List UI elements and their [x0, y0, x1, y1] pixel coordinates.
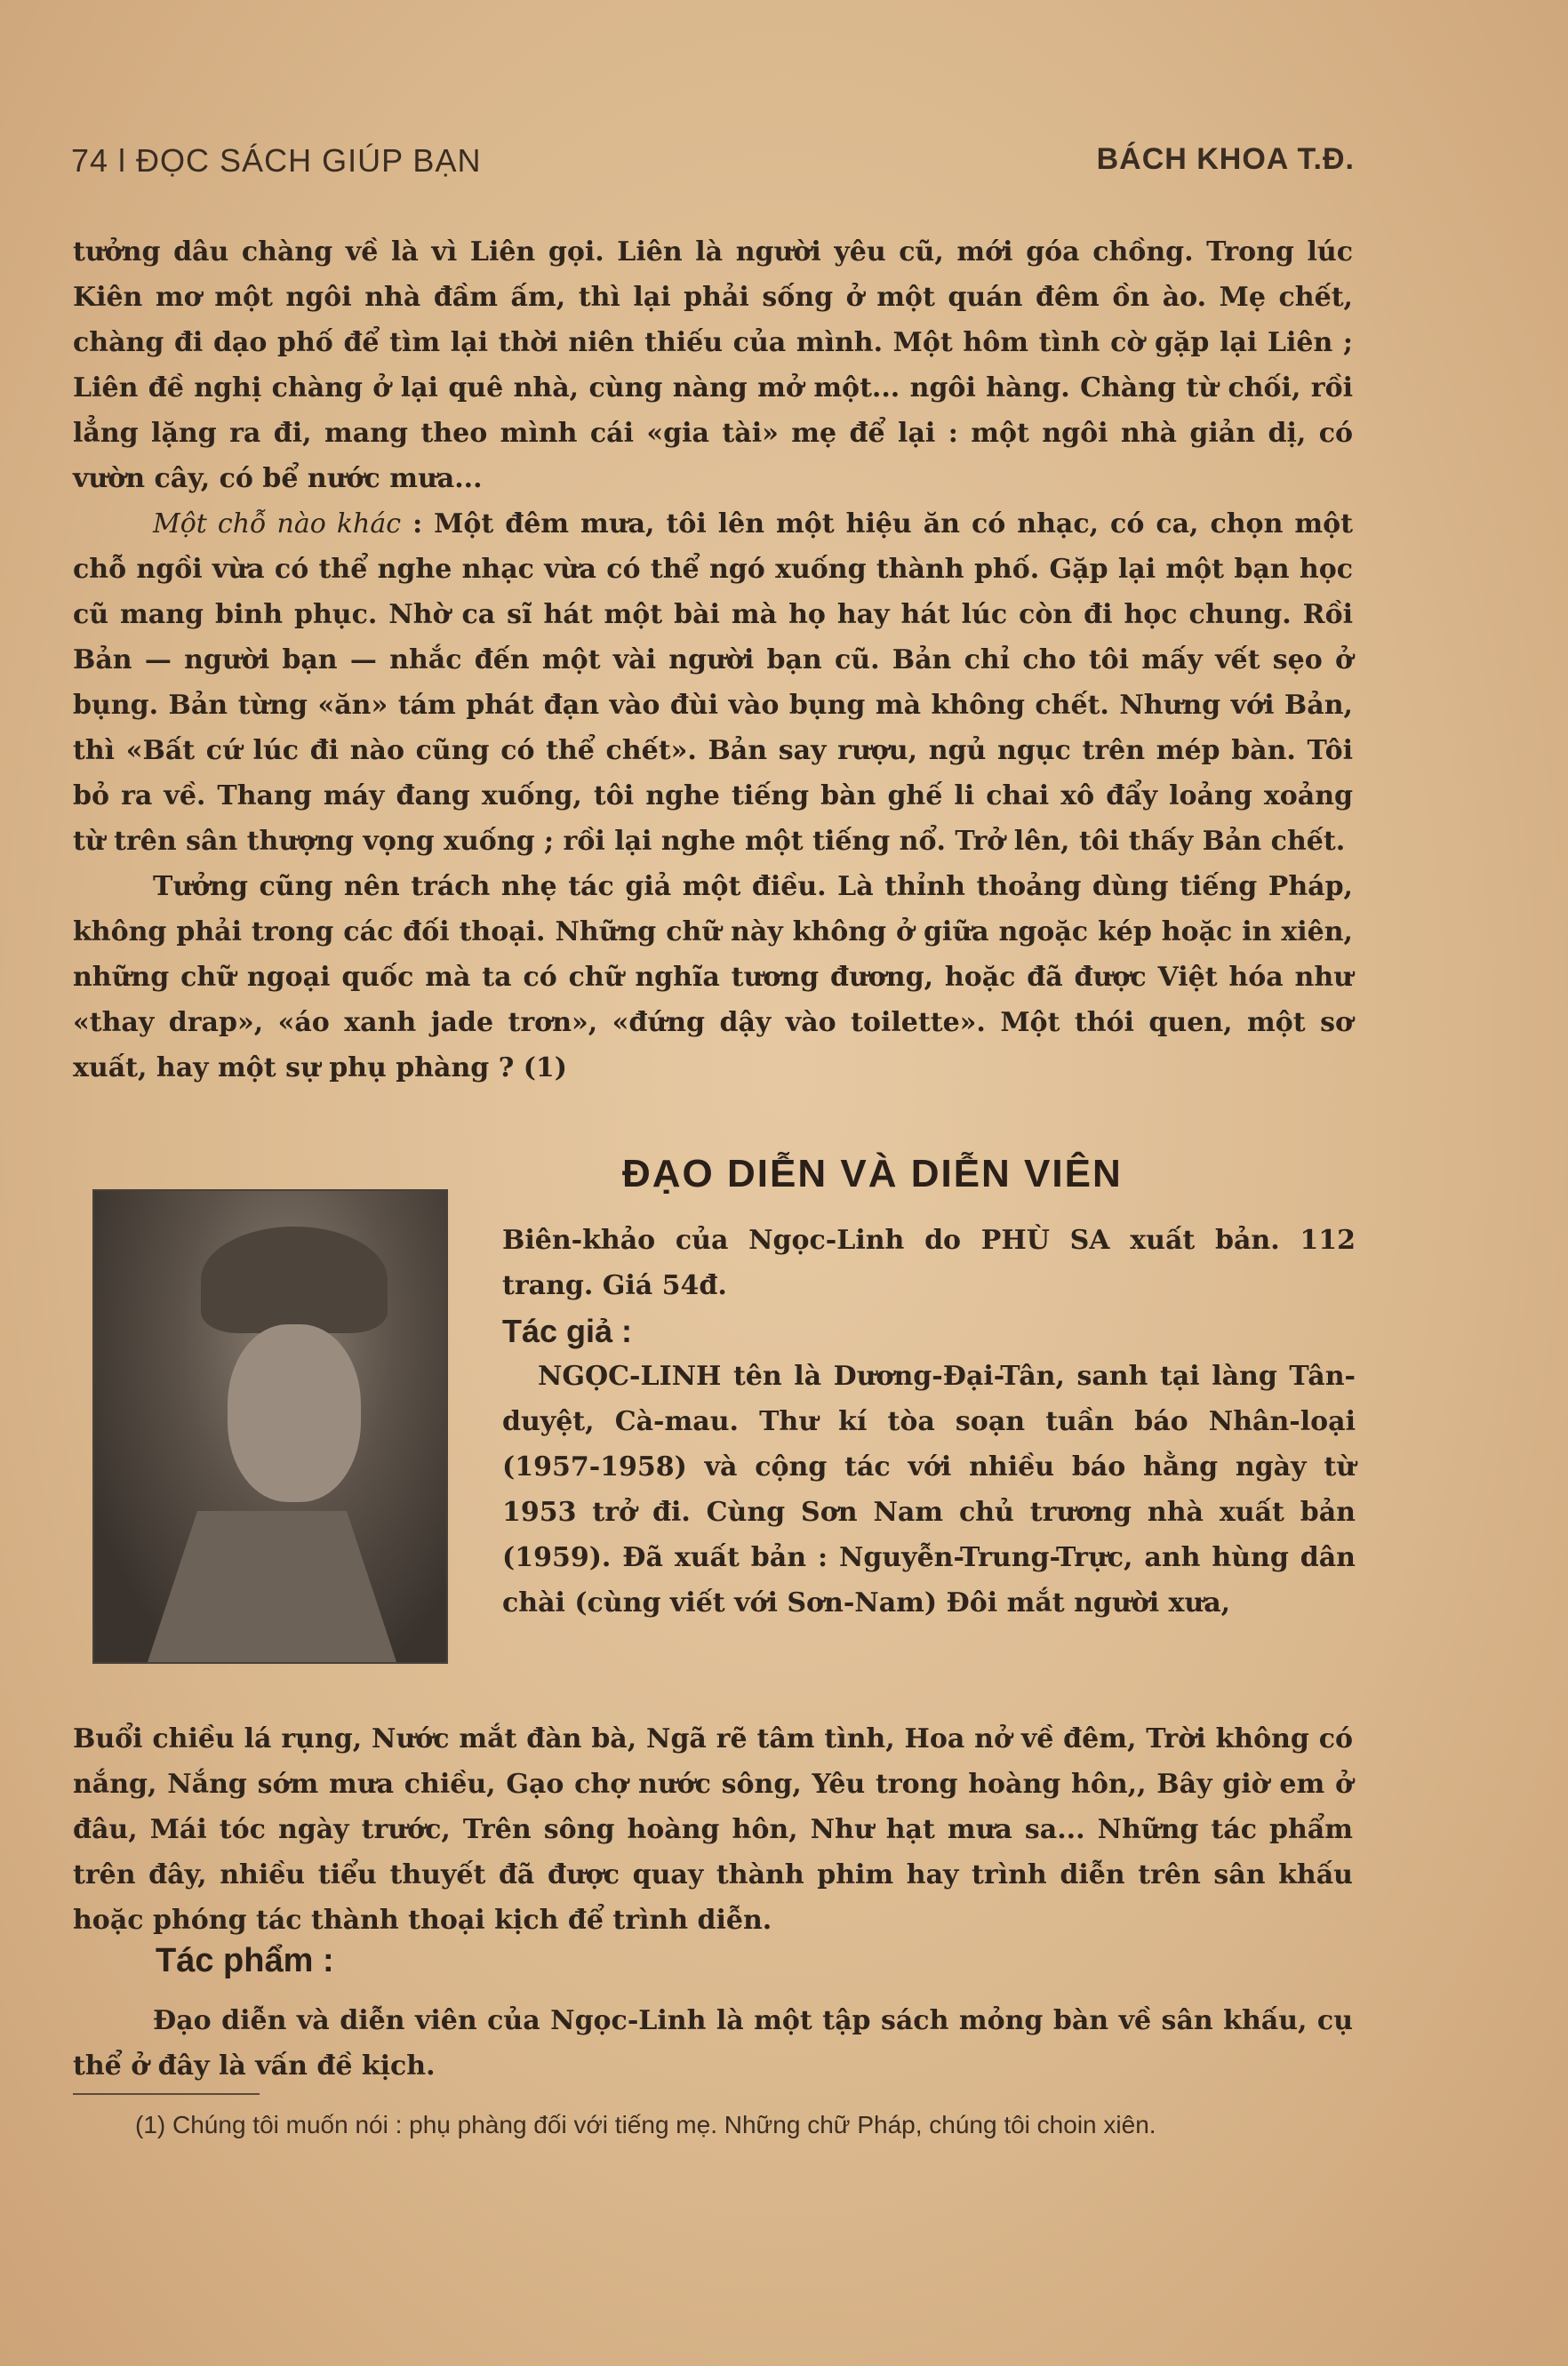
footnote-rule: [73, 2093, 260, 2095]
running-head-left: 74 l ĐỌC SÁCH GIÚP BẠN: [71, 142, 482, 179]
work-text: Đạo diễn và diễn viên của Ngọc-Linh là một tập sách mỏng bàn về sân khấu, cụ thể ở đây là vấn đề kịch.: [73, 2005, 1353, 2082]
paragraph-summary: tưởng dâu chàng về là vì Liên gọi. Liên là người yêu cũ, mới góa chồng. Trong lúc Kiên mơ một ngôi nhà đầm ấm, thì lại phải sống ở một quán đêm ồn ào. Mẹ chết, chàng đi dạo phố để tìm lại thời niên thiếu của mình. Một hôm tình cờ gặp lại Liên ; Liên đề nghị chàng ở lại quê nhà, cùng nàng mở một... ngôi hàng. Chàng từ chối, rồi lẳng lặng ra đi, mang theo mình cái «gia tài» mẹ để lại : một ngôi nhà giản dị, có vườn cây, có bể nước mưa...: [73, 236, 1353, 494]
publish-info: Biên-khảo của Ngọc-Linh do PHÙ SA xuất bản. 112 trang. Giá 54đ.: [502, 1225, 1356, 1301]
section-title: ĐẠO DIỄN VÀ DIỄN VIÊN: [622, 1152, 1123, 1195]
author-bio-continued: [73, 1716, 1353, 1943]
work-description: [73, 1998, 1353, 2089]
story-title: Một chỗ nào khác: [153, 508, 402, 540]
photo-face: [228, 1324, 361, 1502]
author-bio: NGỌC-LINH tên là Dương-Đại-Tân, sanh tại làng Tân-duyệt, Cà-mau. Thư kí tòa soạn tuần báo Nhân-loại (1957-1958) và cộng tác với nhiều báo hằng ngày từ 1953 trở đi. Cùng Sơn Nam chủ trương nhà xuất bản (1959). Đã xuất bản : Nguyễn-Trung-Trực, anh hùng dân chài (cùng viết với Sơn-Nam) Đôi mắt người xưa,: [502, 1361, 1356, 1619]
author-heading: Tác giả :: [502, 1313, 633, 1349]
photo-hat: [201, 1227, 388, 1333]
author-bio-cont: Buổi chiều lá rụng, Nước mắt đàn bà, Ngã rẽ tâm tình, Hoa nở về đêm, Trời không có nắng, Nắng sớm mưa chiều, Gạo chợ nước sông, Yêu trong hoàng hôn,, Bây giờ em ở đâu, Mái tóc ngày trước, Trên sông hoàng hôn, Như hạt mưa sa... Những tác phẩm trên đây, nhiều tiểu thuyết đã được quay thành phim hay trình diễn trên sân khấu hoặc phóng tác thành thoại kịch để trình diễn.: [73, 1723, 1353, 1936]
photo-collar: [148, 1511, 396, 1662]
footnote-text: (1) Chúng tôi muốn nói : phụ phàng đối với tiếng mẹ. Những chữ Pháp, chúng tôi choin xiên.: [135, 2111, 1156, 2138]
story-text: : Một đêm mưa, tôi lên một hiệu ăn có nhạc, có ca, chọn một chỗ ngồi vừa có thể nghe nhạc vừa có thể ngó xuống thành phố. Gặp lại một bạn học cũ mang binh phục. Nhờ ca sĩ hát một bài mà họ hay hát lúc còn đi học chung. Rồi Bản — người bạn — nhắc đến một vài người bạn cũ. Bản chỉ cho tôi mấy vết sẹo ở bụng. Bản từng «ăn» tám phát đạn vào đùi vào bụng mà không chết. Nhưng với Bản, thì «Bất cứ lúc đi nào cũng có thể chết». Bản say rượu, ngủ ngục trên mép bàn. Tôi bỏ ra về. Thang máy đang xuống, tôi nghe tiếng bàn ghế li chai xô đẩy loảng xoảng từ trên sân thượng vọng xuống ; rồi lại nghe một tiếng nổ. Trở lên, tôi thấy Bản chết.: [73, 508, 1353, 857]
running-head-right: BÁCH KHOA T.Đ.: [1096, 142, 1355, 176]
author-photo: [92, 1189, 448, 1664]
review-body: [73, 229, 1353, 1091]
author-info: [502, 1218, 1356, 1626]
paragraph-second-story: [73, 501, 1353, 864]
footnote: [73, 2105, 1353, 2146]
paragraph-critique: Tưởng cũng nên trách nhẹ tác giả một điều. Là thỉnh thoảng dùng tiếng Pháp, không phải trong các đối thoại. Những chữ này không ở giữa ngoặc kép hoặc in xiên, những chữ ngoại quốc mà ta có chữ nghĩa tương đương, hoặc đã được Việt hóa như «thay drap», «áo xanh jade trơn», «đứng dậy vào toilette». Một thói quen, một sơ xuất, hay một sự phụ phàng ? (1): [73, 871, 1353, 1083]
work-heading: Tác phẩm :: [156, 1942, 334, 1979]
page-header: [71, 142, 1355, 196]
